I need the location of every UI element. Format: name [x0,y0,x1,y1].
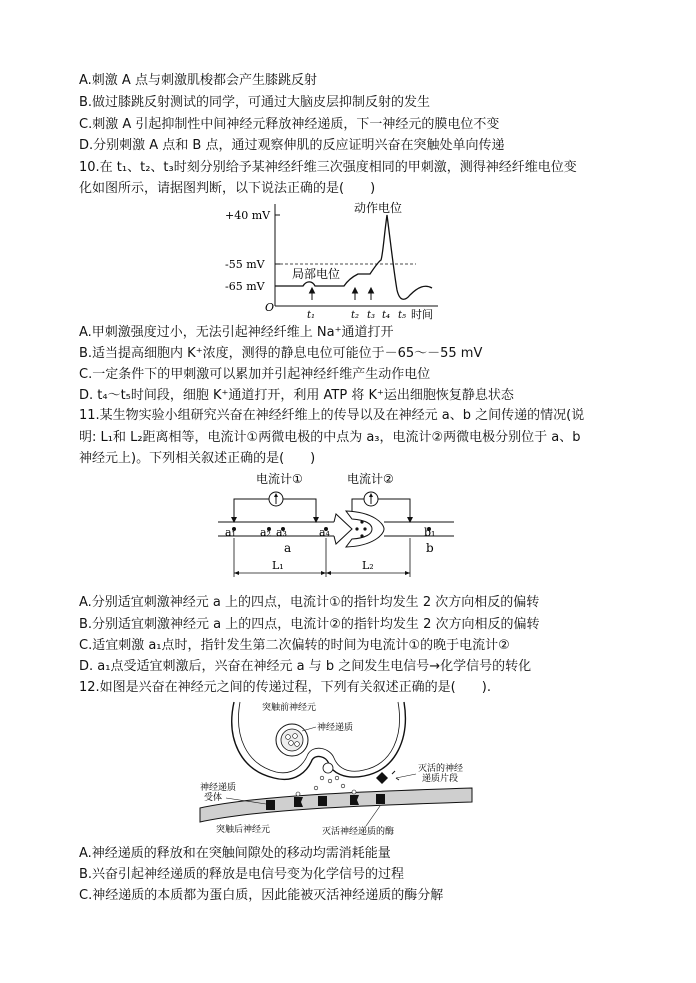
released-transmitter [341,784,345,788]
q12-stem: 12.如图是兴奋在神经元之间的传递过程，下列有关叙述正确的是( ). [79,680,491,695]
label-enzyme: 灭活神经递质的酶 [322,827,395,837]
released-transmitter [314,786,318,790]
label-a3: a₃ [276,526,287,539]
vesicle [363,527,366,530]
label-postsynaptic: 突触后神经元 [216,825,271,835]
label-neuron-a: a [284,541,292,555]
enzyme-cut-marks [392,771,399,780]
q11-option-d: D. a₁点受适宜刺激后，兴奋在神经元 a 与 b 之间发生电信号→化学信号的转化 [79,659,532,674]
y-label-minus55: -55 mV [225,258,265,271]
transmitter-molecule [293,734,298,739]
q12-option-a: A.神经递质的释放和在突触间隙处的移动均需消耗能量 [79,846,391,861]
leader-line [366,806,380,826]
label-a1: a₁ [225,526,236,539]
label-b1: b₁ [424,526,436,539]
q12-option-c: C.神经递质的本质都为蛋白质，因此能被灭活神经递质的酶分解 [79,888,444,903]
t5-label: t₅ [398,310,407,320]
potential-curve [275,215,432,299]
q10-option-d: D. t₄～t₅时间段，细胞 K⁺通道打开，利用 ATP 将 K⁺运出细胞恢复静息状态 [79,388,514,403]
label-neuron-b: b [426,541,434,555]
meter2-right-wire [378,499,410,520]
meter1-right-wire [283,499,316,520]
label-L1: L₁ [272,559,284,572]
t4-label: t₄ [382,310,391,320]
presynaptic-terminal [232,702,406,779]
origin-label: O [265,301,275,314]
label-receptor-line2: 受体 [204,793,223,803]
leader-line [396,774,416,778]
q11-option-b: B.分别适宜刺激神经元 a 上的四点，电流计②的指针均发生 2 次方向相反的偏转 [79,617,540,632]
bound-transmitter [296,792,300,796]
q10-option-b: B.适当提高细胞内 K⁺浓度，测得的静息电位可能位于－65～－55 mV [79,346,483,361]
q11-option-a: A.分别适宜刺激神经元 a 上的四点，电流计①的指针均发生 2 次方向相反的偏转 [79,595,540,610]
q10-stem-line2: 化如图所示，请据图判断，以下说法正确的是( ) [79,181,376,196]
q9-option-c: C.刺激 A 引起抑制性中间神经元释放神经递质，下一神经元的膜电位不变 [79,117,500,132]
fusing-vesicle [323,763,333,773]
vesicle-inner [281,729,303,751]
axon-terminal [334,514,352,544]
q11-option-c: C.适宜刺激 a₁点时，指针发生第二次偏转的时间为电流计①的晚于电流计② [79,638,510,653]
transmitter-molecule [289,741,294,746]
q9-option-b: B.做过膝跳反射测试的同学，可通过大脑皮层抑制反射的发生 [79,95,431,110]
label-a4: a₄ [319,526,330,539]
q10-option-c: C.一定条件下的甲刺激可以累加并引起神经纤维产生动作电位 [79,367,431,382]
q10-stem-line1: 10.在 t₁、t₂、t₃时刻分别给予某神经纤维三次强度相同的甲刺激，测得神经纤维电位变 [79,160,577,175]
action-potential-label: 动作电位 [354,201,403,215]
local-potential-label: 局部电位 [292,267,341,281]
t2-label: t₂ [351,310,360,320]
label-presynaptic: 突触前神经元 [262,703,317,713]
label-neurotransmitter: 神经递质 [317,723,354,733]
vesicle [355,527,358,530]
q11-stem-line1: 11.某生物实验小组研究兴奋在神经纤维上的传导以及在神经元 a、b 之间传递的情况(说 [79,408,585,423]
meter2-label: 电流计② [347,472,394,486]
q12-option-b: B.兴奋引起神经递质的释放是电信号变为化学信号的过程 [79,867,405,882]
label-fragment-line1: 灭活的神经 [418,764,464,774]
released-transmitter [328,779,332,783]
label-L2: L₂ [362,559,374,572]
q9-option-a: A.刺激 A 点与刺激肌梭都会产生膝跳反射 [79,73,317,88]
meter1-label: 电流计① [256,472,303,486]
label-receptor-line1: 神经递质 [200,783,237,793]
q10-option-a: A.甲刺激强度过小，无法引起神经纤维上 Na⁺通道打开 [79,325,394,340]
vesicle [360,534,363,537]
y-label-minus65: -65 mV [225,280,265,293]
q10-membrane-potential-figure [220,198,460,320]
q11-galvanometer-figure [214,466,474,584]
label-fragment-line2: 递质片段 [422,774,459,784]
bound-transmitter [352,790,356,794]
vesicle [360,520,363,523]
stimulus-arrows [310,288,374,300]
x-axis-label: 时间 [411,308,433,320]
q9-option-d: D.分别刺激 A 点和 B 点，通过观察伸肌的反应证明兴奋在突触处单向传递 [79,138,505,153]
q11-stem-line3: 神经元上)。下列相关叙述正确的是( ) [79,451,316,466]
enzyme-shape [376,772,388,784]
meter1-left-wire [234,499,269,520]
q12-synapse-figure [196,698,476,840]
transmitter-molecule [286,735,291,740]
q11-stem-line2: 明: L₁和 L₂距离相等，电流计①两微电极的中点为 a₃，电流计②两微电极分别位于 a、b [79,430,581,445]
t3-label: t₃ [367,310,376,320]
postsynaptic-membrane [200,788,472,822]
released-transmitter [335,776,339,780]
y-label-plus40: +40 mV [225,209,271,222]
label-a2: a₂ [260,526,271,539]
transmitter-molecule [295,742,300,747]
t1-label: t₁ [307,310,316,320]
released-transmitter [320,776,324,780]
